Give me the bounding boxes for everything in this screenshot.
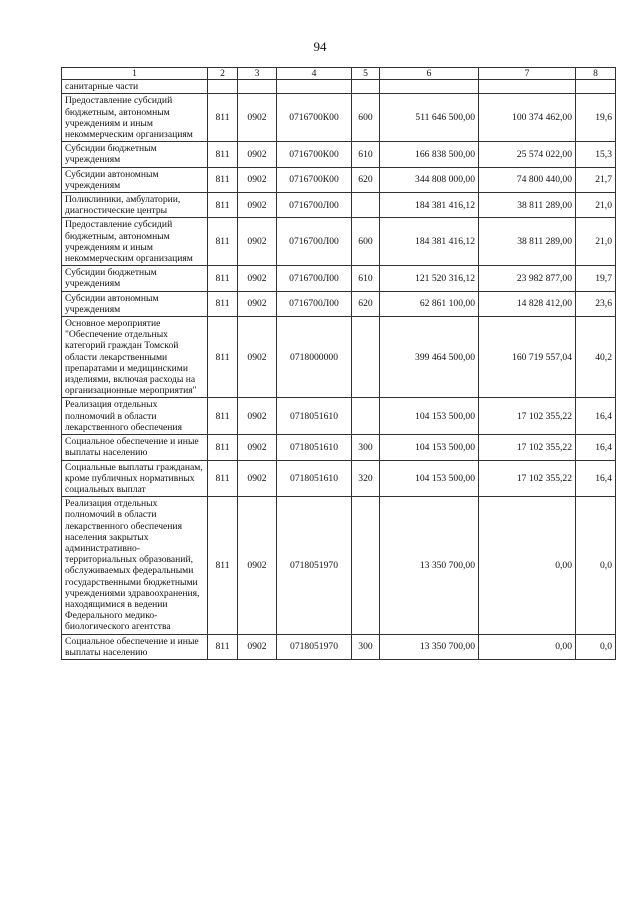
- table-row: [62, 142, 616, 167]
- header-row: [62, 68, 616, 80]
- row-actual-amount: 14 828 412,00: [479, 291, 576, 316]
- row-name: Поликлиники, амбулатории, диагностические центры: [62, 193, 208, 218]
- row-actual-amount: 38 811 289,00: [479, 218, 576, 266]
- table-row: [62, 398, 616, 435]
- row-name: Социальное обеспечение и иные выплаты населению: [62, 435, 208, 460]
- row-plan-amount: 399 464 500,00: [380, 317, 479, 398]
- row-section-code: 0902: [238, 193, 277, 218]
- table-row: [62, 291, 616, 316]
- row-target-code: 0718051610: [277, 398, 352, 435]
- header-cell: 1: [62, 68, 208, 80]
- row-section-code: 0902: [238, 291, 277, 316]
- row-expense-type: 610: [352, 266, 380, 291]
- row-percent: 0,0: [576, 634, 616, 659]
- row-expense-type: 300: [352, 634, 380, 659]
- header-cell: 8: [576, 68, 616, 80]
- row-name: санитарные части: [62, 80, 208, 94]
- row-target-code: 0718051610: [277, 460, 352, 497]
- row-actual-amount: 160 719 557,04: [479, 317, 576, 398]
- row-admin-code: 811: [208, 497, 238, 634]
- table-row: [62, 94, 616, 142]
- row-percent: 40,2: [576, 317, 616, 398]
- row-actual-amount: [479, 80, 576, 94]
- row-admin-code: [208, 80, 238, 94]
- row-name: Социальные выплаты гражданам, кроме публичных нормативных социальных выплат: [62, 460, 208, 497]
- row-plan-amount: 13 350 700,00: [380, 634, 479, 659]
- table-row: [62, 317, 616, 398]
- row-percent: 16,4: [576, 435, 616, 460]
- row-percent: 15,3: [576, 142, 616, 167]
- row-admin-code: 811: [208, 634, 238, 659]
- row-target-code: 0716700Л00: [277, 193, 352, 218]
- row-expense-type: [352, 80, 380, 94]
- row-section-code: 0902: [238, 266, 277, 291]
- row-plan-amount: 13 350 700,00: [380, 497, 479, 634]
- row-target-code: 0718051970: [277, 634, 352, 659]
- row-plan-amount: 121 520 316,12: [380, 266, 479, 291]
- table-row: [62, 218, 616, 266]
- page-number: 94: [313, 39, 327, 54]
- row-plan-amount: 166 838 500,00: [380, 142, 479, 167]
- row-actual-amount: 100 374 462,00: [479, 94, 576, 142]
- row-plan-amount: 184 381 416,12: [380, 218, 479, 266]
- row-percent: 19,6: [576, 94, 616, 142]
- row-name: Субсидии бюджетным учреждениям: [62, 142, 208, 167]
- table-body: [62, 80, 616, 660]
- table-row: [62, 167, 616, 192]
- row-percent: [576, 80, 616, 94]
- row-section-code: 0902: [238, 497, 277, 634]
- row-percent: 16,4: [576, 398, 616, 435]
- row-target-code: 0718000000: [277, 317, 352, 398]
- row-expense-type: 600: [352, 94, 380, 142]
- row-expense-type: [352, 497, 380, 634]
- row-target-code: 0716700Л00: [277, 291, 352, 316]
- row-actual-amount: 38 811 289,00: [479, 193, 576, 218]
- row-actual-amount: 25 574 022,00: [479, 142, 576, 167]
- row-name: Основное мероприятие "Обеспечение отдельных категорий граждан Томской области лекарственными препаратами и медицинскими изделиями, включая расходы на организационные мероприятия": [62, 317, 208, 398]
- row-target-code: 0716700К00: [277, 142, 352, 167]
- header-cell: 7: [479, 68, 576, 80]
- row-admin-code: 811: [208, 94, 238, 142]
- row-section-code: 0902: [238, 398, 277, 435]
- row-section-code: 0902: [238, 218, 277, 266]
- row-percent: 21,0: [576, 218, 616, 266]
- row-name: Социальное обеспечение и иные выплаты населению: [62, 634, 208, 659]
- header-cell: 3: [238, 68, 277, 80]
- row-admin-code: 811: [208, 291, 238, 316]
- row-name: Реализация отдельных полномочий в области лекарственного обеспечения населения закрытых административно-территориальных образований, обслуживаемых федеральными государственными бюджетными учреждениями здравоохранения, находящимися в ведении Федерального медико-биологического агентства: [62, 497, 208, 634]
- row-expense-type: [352, 398, 380, 435]
- row-target-code: 0716700К00: [277, 167, 352, 192]
- row-percent: 19,7: [576, 266, 616, 291]
- row-percent: 23,6: [576, 291, 616, 316]
- row-admin-code: 811: [208, 167, 238, 192]
- row-actual-amount: 74 800 440,00: [479, 167, 576, 192]
- row-name: Субсидии бюджетным учреждениям: [62, 266, 208, 291]
- row-section-code: 0902: [238, 435, 277, 460]
- table-row: [62, 435, 616, 460]
- row-admin-code: 811: [208, 317, 238, 398]
- row-target-code: 0718051610: [277, 435, 352, 460]
- row-plan-amount: 511 646 500,00: [380, 94, 479, 142]
- row-expense-type: 620: [352, 291, 380, 316]
- row-admin-code: 811: [208, 460, 238, 497]
- row-plan-amount: 344 808 000,00: [380, 167, 479, 192]
- row-target-code: [277, 80, 352, 94]
- row-section-code: 0902: [238, 142, 277, 167]
- row-name: Предоставление субсидий бюджетным, автономным учреждениям и иным некоммерческим организациям: [62, 218, 208, 266]
- row-percent: 21,7: [576, 167, 616, 192]
- header-cell: 4: [277, 68, 352, 80]
- header-cell: 2: [208, 68, 238, 80]
- table-row: [62, 193, 616, 218]
- table-row: [62, 80, 616, 94]
- row-section-code: 0902: [238, 460, 277, 497]
- table-row: [62, 497, 616, 634]
- row-expense-type: 300: [352, 435, 380, 460]
- row-plan-amount: 104 153 500,00: [380, 398, 479, 435]
- row-percent: 21,0: [576, 193, 616, 218]
- header-cell: 5: [352, 68, 380, 80]
- budget-table: [61, 67, 616, 660]
- row-admin-code: 811: [208, 398, 238, 435]
- row-plan-amount: 104 153 500,00: [380, 435, 479, 460]
- row-section-code: 0902: [238, 94, 277, 142]
- row-expense-type: 600: [352, 218, 380, 266]
- table-row: [62, 634, 616, 659]
- row-expense-type: [352, 193, 380, 218]
- row-expense-type: 610: [352, 142, 380, 167]
- row-plan-amount: 104 153 500,00: [380, 460, 479, 497]
- row-actual-amount: 0,00: [479, 497, 576, 634]
- row-section-code: 0902: [238, 634, 277, 659]
- row-name: Предоставление субсидий бюджетным, автономным учреждениям и иным некоммерческим организациям: [62, 94, 208, 142]
- row-name: Субсидии автономным учреждениям: [62, 291, 208, 316]
- row-section-code: 0902: [238, 167, 277, 192]
- row-target-code: 0718051970: [277, 497, 352, 634]
- row-target-code: 0716700Л00: [277, 266, 352, 291]
- row-plan-amount: [380, 80, 479, 94]
- row-admin-code: 811: [208, 218, 238, 266]
- row-actual-amount: 17 102 355,22: [479, 398, 576, 435]
- row-plan-amount: 62 861 100,00: [380, 291, 479, 316]
- row-actual-amount: 17 102 355,22: [479, 435, 576, 460]
- table-row: [62, 460, 616, 497]
- row-target-code: 0716700Л00: [277, 218, 352, 266]
- row-actual-amount: 0,00: [479, 634, 576, 659]
- row-percent: 0,0: [576, 497, 616, 634]
- row-name: Субсидии автономным учреждениям: [62, 167, 208, 192]
- row-actual-amount: 17 102 355,22: [479, 460, 576, 497]
- row-target-code: 0716700К00: [277, 94, 352, 142]
- row-section-code: [238, 80, 277, 94]
- row-percent: 16,4: [576, 460, 616, 497]
- row-admin-code: 811: [208, 266, 238, 291]
- row-admin-code: 811: [208, 193, 238, 218]
- row-admin-code: 811: [208, 142, 238, 167]
- header-cell: 6: [380, 68, 479, 80]
- row-actual-amount: 23 982 877,00: [479, 266, 576, 291]
- row-expense-type: [352, 317, 380, 398]
- row-expense-type: 620: [352, 167, 380, 192]
- table-row: [62, 266, 616, 291]
- row-name: Реализация отдельных полномочий в области лекарственного обеспечения: [62, 398, 208, 435]
- row-plan-amount: 184 381 416,12: [380, 193, 479, 218]
- row-section-code: 0902: [238, 317, 277, 398]
- row-admin-code: 811: [208, 435, 238, 460]
- row-expense-type: 320: [352, 460, 380, 497]
